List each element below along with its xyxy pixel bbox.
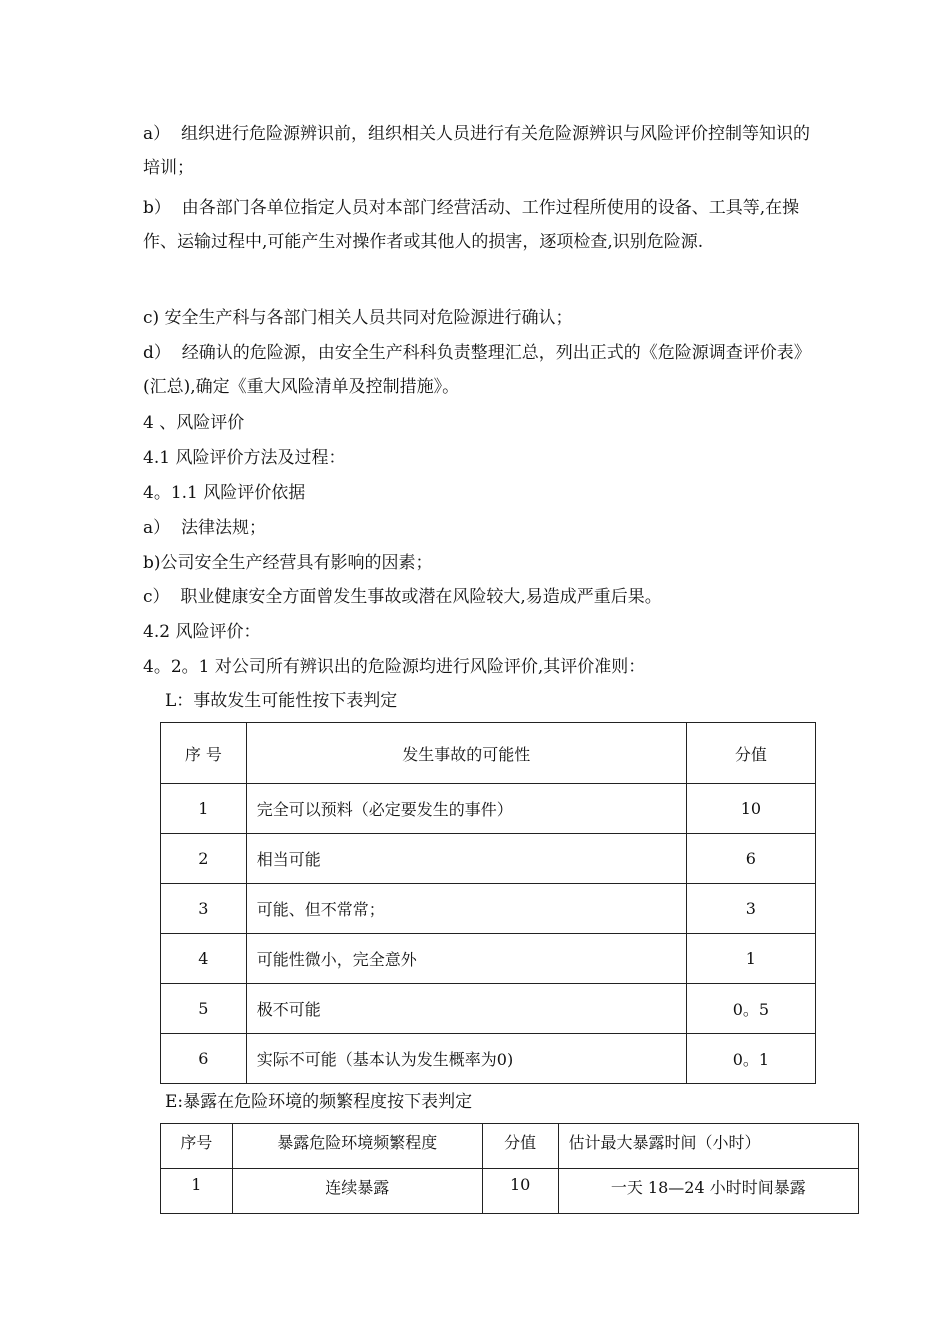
section-heading-4-1: 4.1 风险评价方法及过程： xyxy=(143,448,346,468)
table-cell: 0。5 xyxy=(686,984,815,1034)
basis-item-b: b)公司安全生产经营具有影响的因素； xyxy=(143,553,433,573)
table-cell: 10 xyxy=(482,1169,558,1214)
table-cell: 实际不可能（基本认为发生概率为0) xyxy=(246,1034,686,1084)
table-row xyxy=(161,984,816,1034)
table-cell: 3 xyxy=(161,884,247,934)
table-row xyxy=(161,934,816,984)
header-cell: 分值 xyxy=(482,1124,558,1169)
paragraph-b: b） 由各部门各单位指定人员对本部门经营活动、工作过程所使用的设备、工具等,在操作、运输过程中,可能产生对操作者或其他人的损害，逐项检查,识别危险源. xyxy=(143,198,800,252)
section-heading-4-1-1: 4。1.1 风险评价依据 xyxy=(143,483,306,503)
header-cell: 发生事故的可能性 xyxy=(246,723,686,784)
table-header-row xyxy=(161,1124,859,1169)
table-cell: 相当可能 xyxy=(246,834,686,884)
table-cell: 5 xyxy=(161,984,247,1034)
table-row xyxy=(161,884,816,934)
table-cell: 0。1 xyxy=(686,1034,815,1084)
table-cell: 可能性微小，完全意外 xyxy=(246,934,686,984)
table1-caption: L：事故发生可能性按下表判定 xyxy=(165,691,398,711)
basis-item-a: a） 法律法规； xyxy=(143,518,266,538)
table-cell: 6 xyxy=(686,834,815,884)
header-cell: 序 号 xyxy=(161,723,247,784)
table-cell: 可能、但不常常； xyxy=(246,884,686,934)
likelihood-table xyxy=(160,722,816,1084)
section-heading-4: 4 、风险评价 xyxy=(143,413,245,433)
table-cell: 1 xyxy=(161,1169,233,1214)
table-cell: 一天 18—24 小时时间暴露 xyxy=(558,1169,858,1214)
section-heading-4-2: 4.2 风险评价： xyxy=(143,622,261,642)
table-row xyxy=(161,1169,859,1214)
table-cell: 连续暴露 xyxy=(232,1169,482,1214)
header-cell: 暴露危险环境频繁程度 xyxy=(232,1124,482,1169)
exposure-table xyxy=(160,1123,859,1214)
table-cell: 3 xyxy=(686,884,815,934)
table-cell: 2 xyxy=(161,834,247,884)
table-header-row xyxy=(161,723,816,784)
header-cell: 分值 xyxy=(686,723,815,784)
table-cell: 完全可以预料（必定要发生的事件） xyxy=(246,784,686,834)
table-row xyxy=(161,1034,816,1084)
table2-caption: E:暴露在危险环境的频繁程度按下表判定 xyxy=(165,1092,473,1112)
table-cell: 1 xyxy=(686,934,815,984)
table-row xyxy=(161,834,816,884)
table-cell: 极不可能 xyxy=(246,984,686,1034)
paragraph-d: d） 经确认的危险源，由安全生产科科负责整理汇总，列出正式的《危险源调查评价表》(汇总),确定《重大风险清单及控制措施》。 xyxy=(143,343,811,397)
paragraph-c: c) 安全生产科与各部门相关人员共同对危险源进行确认； xyxy=(143,308,573,328)
paragraph-a: a） 组织进行危险源辨识前，组织相关人员进行有关危险源辨识与风险评价控制等知识的培训； xyxy=(143,124,810,178)
table-row xyxy=(161,784,816,834)
table-cell: 1 xyxy=(161,784,247,834)
table-cell: 10 xyxy=(686,784,815,834)
basis-item-c: c） 职业健康安全方面曾发生事故或潜在风险较大,易造成严重后果。 xyxy=(143,587,662,607)
table-cell: 4 xyxy=(161,934,247,984)
section-heading-4-2-1: 4。2。1 对公司所有辨识出的危险源均进行风险评价,其评价准则： xyxy=(143,657,646,677)
table-cell: 6 xyxy=(161,1034,247,1084)
header-cell: 估计最大暴露时间（小时） xyxy=(558,1124,858,1169)
header-cell: 序号 xyxy=(161,1124,233,1169)
